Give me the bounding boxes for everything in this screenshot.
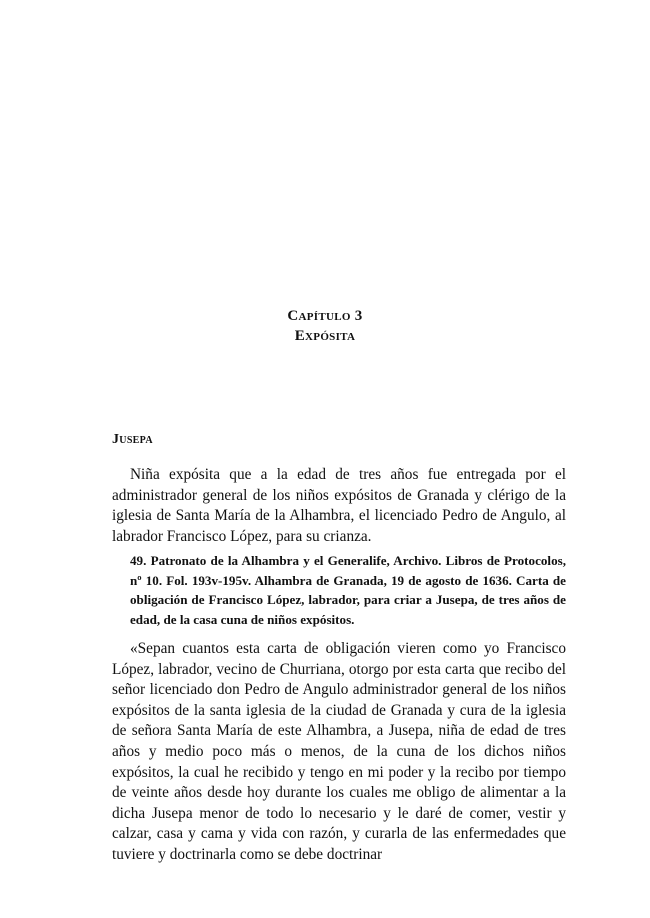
section-title: Jusepa [112,432,153,447]
archival-citation: 49. Patronato de la Alhambra y el Generalife, Archivo. Libros de Protocolos, nº 10. Fol. 193v-195v. Alhambra de Granada, 19 de agosto de 1636. Carta de obligación de Francisco López, labrador, para criar a Jusepa, de tres años de edad, de la casa cuna de niños expósitos. [130,553,566,627]
document-transcription: «Sepan cuantos esta carta de obligación vieren como yo Francisco López, labrador, vecino de Churriana, otorgo por esta carta que recibo del señor licenciado don Pedro de Angulo administrador general de los niños expósitos de la santa iglesia de la ciudad de Granada y cura de la iglesia de señora Santa María de este Alhambra, a Jusepa, niña de edad de tres años y medio poco más o menos, de la cuna de los dichos niños expósitos, la cual he recibido y tengo en mi poder y la recibo por tiempo de veinte años desde hoy durante los cuales me obligo de alimentar a la dicha Jusepa menor de todo lo necesario y le daré de comer, vestir y calzar, casa y cama y vida con razón, y curarla de las enfermedades que tuviere y doctrinarla como se debe doctrinar [112,640,566,863]
intro-paragraph: Niña expósita que a la edad de tres años fue entregada por el administrador general de los niños expósitos de Granada y clérigo de la iglesia de Santa María de la Alhambra, el licenciado Pedro de Angulo, al labrador Francisco López, para su crianza. [112,466,566,545]
chapter-heading [0,306,650,346]
chapter-title: Expósita [294,328,356,344]
chapter-label: Capítulo 3 [287,308,363,324]
